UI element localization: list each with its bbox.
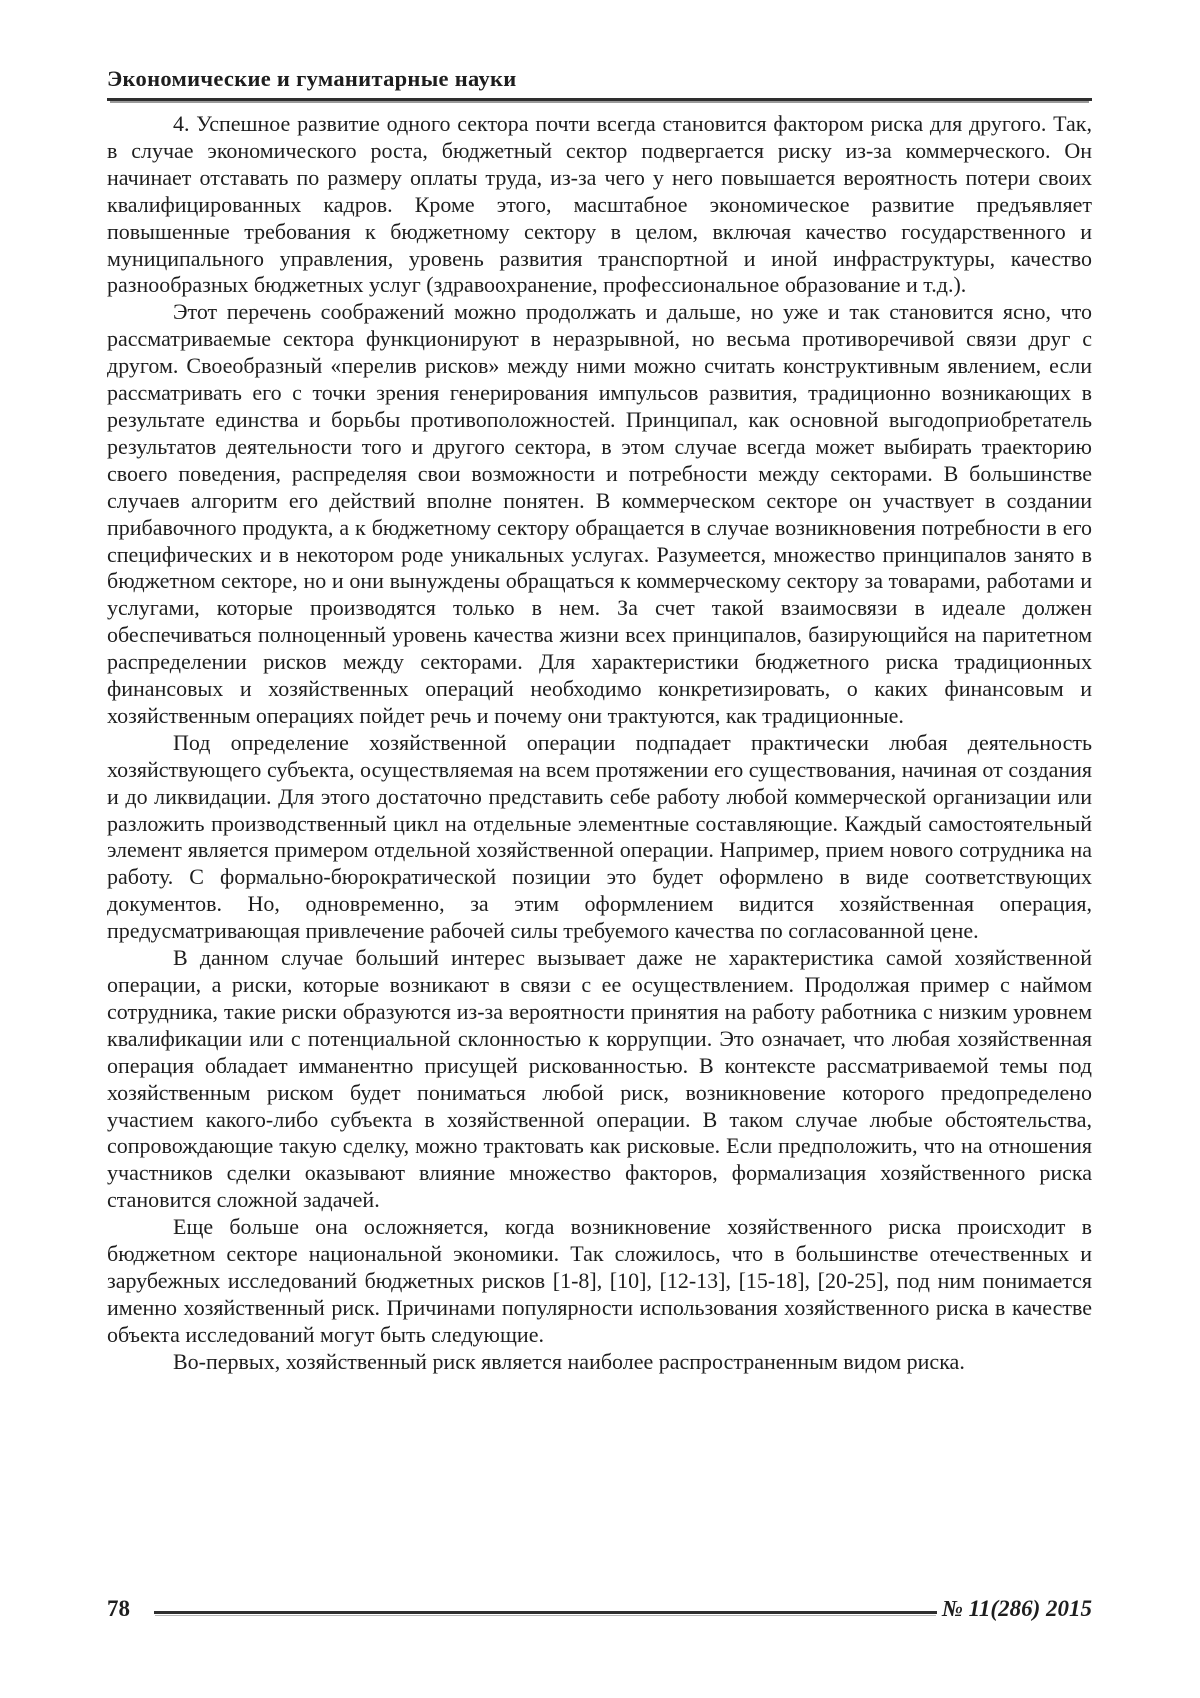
page-number: 78 [107,1596,130,1621]
paragraph: Под определение хозяйственной операции подпадает практически любая деятельность хозяйствующего субъекта, осуществляемая на всем протяжении его существования, начиная от создания и до ликвидации. Для этого достаточно представить себе работу любой коммерческой организации или разложить производственный цикл на отдельные элементные составляющие. Каждый самостоятельный элемент является примером отдельной хозяйственной операции. Например, прием нового сотрудника на работу. С формально-бюрократической позиции это будет оформлено в виде соответствующих документов. Но, одновременно, за этим оформлением видится хозяйственная операция, предусматривающая привлечение рабочей силы требуемого качества по согласованной цене. [107,729,1092,944]
running-head [107,66,1092,101]
paragraph: В данном случае больший интерес вызывает даже не характеристика самой хозяйственной операции, а риски, которые возникают в связи с ее осуществлением. Продолжая пример с наймом сотрудника, такие риски образуются из-за вероятности принятия на работу работника с низким уровнем квалификации или с потенциальной склонностью к коррупции. Это означает, что любая хозяйственная операция обладает имманентно присущей рискованностью. В контексте рассматриваемой темы под хозяйственным риском будет пониматься любой риск, возникновение которого предопределено участием какого-либо субъекта в хозяйственной операции. В таком случае любые обстоятельства, сопровождающие такую сделку, можно трактовать как рисковые. Если предположить, что на отношения участников сделки оказывают влияние множество факторов, формализация хозяйственного риска становится сложной задачей. [107,945,1092,1213]
section-title: Экономические и гуманитарные науки [107,66,517,91]
paragraph: 4. Успешное развитие одного сектора почти всегда становится фактором риска для другого. Так, в случае экономического роста, бюджетный сектор подвергается риску из-за коммерческого. Он начинает отставать по размеру оплаты труда, из-за чего у него повышается вероятность потери своих квалифицированных кадров. Кроме этого, масштабное экономическое развитие предъявляет повышенные требования к бюджетному сектору в целом, включая качество государственного и муниципального управления, уровень развития транспортной и иной инфраструктуры, качество разнообразных бюджетных услуг (здравоохранение, профессиональное образование и т.д.). [107,111,1092,298]
article-body [107,111,1092,1376]
paragraph: Во-первых, хозяйственный риск является наиболее распространенным видом риска. [173,1348,965,1374]
page-footer [107,1596,1092,1622]
issue-label: № 11(286) 2015 [941,1596,1092,1621]
footer-rule [154,1611,937,1614]
paragraph: Еще больше она осложняется, когда возникновение хозяйственного риска происходит в бюджетном секторе национальной экономики. Так сложилось, что в большинстве отечественных и зарубежных исследований бюджетных рисков [1-8], [10], [12-13], [15-18], [20-25], под ним понимается именно хозяйственный риск. Причинами популярности использования хозяйственного риска в качестве объекта исследований могут быть следующие. [107,1214,1092,1347]
paragraph: Этот перечень соображений можно продолжать и дальше, но уже и так становится ясно, что рассматриваемые сектора функционируют в неразрывной, но весьма противоречивой связи друг с другом. Своеобразный «перелив рисков» между ними можно считать конструктивным явлением, если рассматривать его с точки зрения генерирования импульсов развития, традиционно возникающих в результате единства и борьбы противоположностей. Принципал, как основной выгодоприобретатель результатов деятельности того и другого сектора, в этом случае всегда может выбирать траекторию своего поведения, распределяя свои возможности и потребности между секторами. В большинстве случаев алгоритм его действий вполне понятен. В коммерческом секторе он участвует в создании прибавочного продукта, а к бюджетному сектору обращается в случае возникновения потребности в его специфических и в некотором роде уникальных услугах. Разумеется, множество принципалов занято в бюджетном секторе, но и они вынуждены обращаться к коммерческому сектору за товарами, работами и услугами, которые производятся только в нем. За счет такой взаимосвязи в идеале должен обеспечиваться полноценный уровень качества жизни всех принципалов, базирующийся на паритетном распределении рисков между секторами. Для характеристики бюджетного риска традиционных финансовых и хозяйственных операций необходимо конкретизировать, о каких финансовым и хозяйственным операциях пойдет речь и почему они трактуются, как традиционные. [107,299,1092,728]
